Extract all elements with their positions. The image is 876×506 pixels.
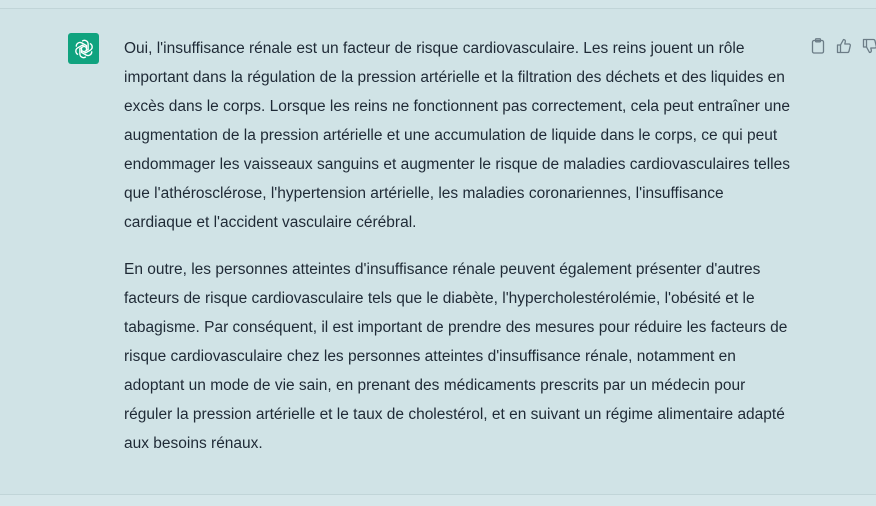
thumbs-up-icon [836, 38, 852, 54]
top-divider [0, 0, 876, 9]
message-paragraph-2: En outre, les personnes atteintes d'insuffisance rénale peuvent également présenter d'autres facteurs de risque cardiovasculaire tels que le diabète, l'hypercholestérolémie, l'obésité et le tabagisme. Par conséquent, il est important de prendre des mesures pour réduire les facteurs de risque cardiovasculaire chez les personnes atteintes d'insuffisance rénale, notamment en adoptant un mode de vie sain, en prenant des médicaments prescrits par un médecin pour réguler la pression artérielle et le taux de cholestérol, et en suivant un régime alimentaire adapté aux besoins rénaux. [124, 261, 788, 452]
thumbs-down-button[interactable] [862, 37, 876, 55]
assistant-message [124, 34, 796, 458]
bottom-divider [0, 494, 876, 506]
assistant-avatar [68, 33, 99, 64]
clipboard-icon [811, 38, 825, 54]
copy-button[interactable] [810, 37, 826, 55]
openai-logo-icon [73, 38, 95, 60]
message-actions [810, 36, 876, 56]
thumbs-down-icon [862, 38, 876, 54]
message-paragraph-1: Oui, l'insuffisance rénale est un facteur de risque cardiovasculaire. Les reins jouent un rôle important dans la régulation de la pression artérielle et la filtration des déchets et des liquides en excès dans le corps. Lorsque les reins ne fonctionnent pas correctement, cela peut entraîner une augmentation de la pression artérielle et une accumulation de liquide dans le corps, ce qui peut endommager les vaisseaux sanguins et augmenter le risque de maladies cardiovasculaires telles que l'athérosclérose, l'hypertension artérielle, les maladies coronariennes, l'insuffisance cardiaque et l'accident vasculaire cérébral. [124, 40, 791, 231]
thumbs-up-button[interactable] [836, 37, 852, 55]
